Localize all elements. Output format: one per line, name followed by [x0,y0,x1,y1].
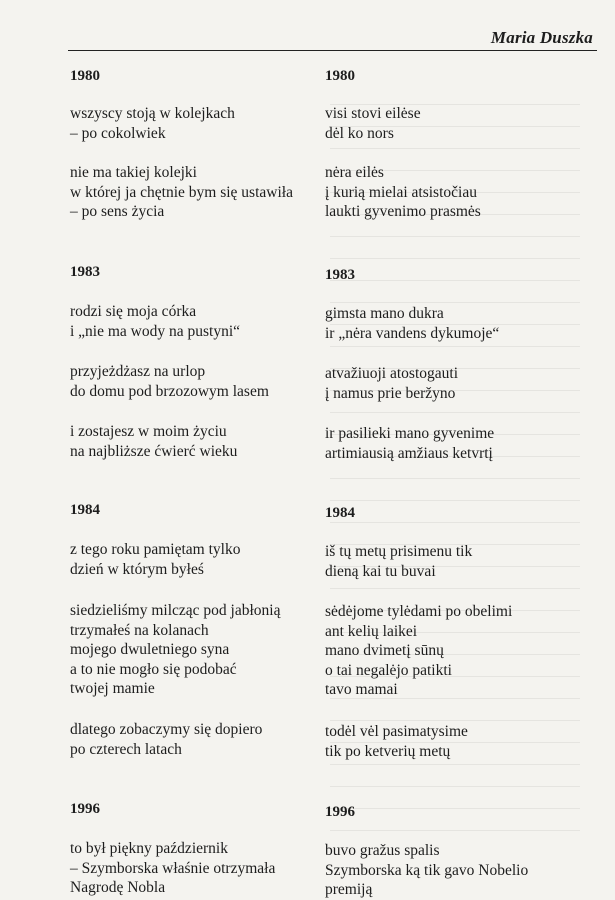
stanza [325,841,528,900]
header-rule [68,50,597,51]
stanza [325,364,458,403]
poem-line: po czterech latach [70,740,182,758]
poem-line: nie ma takiej kolejki [70,164,197,181]
year-heading: 1996 [325,804,355,820]
year-heading: 1983 [325,267,355,283]
poem-line: – po cokolwiek [70,124,166,142]
poem-line: z tego roku pamiętam tylko [70,541,241,558]
year-heading: 1996 [70,801,100,817]
stanza [325,722,468,761]
poem-line: przyjeżdżasz na urlop [70,363,206,380]
poem-line: dieną kai tu buvai [325,562,436,580]
poem-line: artimiausią amžiaus ketvrtį [325,444,493,462]
stanza [325,163,481,222]
year-heading: 1984 [325,505,355,521]
stanza [70,104,235,143]
poem-line: rodzi się moja córka [70,303,197,320]
stanza [325,424,494,463]
poem-line: dlatego zobaczymy się dopiero [70,721,263,738]
poem-line: a to nie mogło się podobać [70,660,237,678]
poem-line: laukti gyvenimo prasmės [325,203,481,221]
year-heading: 1984 [70,502,100,518]
stanza [325,542,472,581]
poem-line: buvo gražus spalis [325,842,440,859]
poem-line: i zostajesz w moim życiu [70,423,227,440]
poem-line: į kurią mielai atsistočiau [325,183,477,201]
poem-line: į namus prie beržyno [325,384,456,402]
stanza [70,720,262,759]
stanza [325,304,499,343]
year-heading: 1983 [70,264,100,280]
poem-line: premiją [325,881,373,899]
poem-line: o tai negalėjo patikti [325,661,452,679]
poem-line: ir „nėra vandens dykumoje“ [325,324,500,342]
poem-line: visi stovi eilėse [325,105,421,122]
poem-line: – Szymborska właśnie otrzymała [70,859,276,877]
stanza [70,362,269,401]
poem-line: gimsta mano dukra [325,305,444,322]
poem-line: twojej mamie [70,680,155,698]
poem-line: Nagrodę Nobla [70,879,166,897]
poem-line: sėdėjome tylėdami po obelimi [325,603,513,620]
year-heading: 1980 [70,68,100,84]
stanza [70,540,240,579]
poem-line: nėra eilės [325,164,384,181]
poem-line: i „nie ma wody na pustyni“ [70,322,241,340]
stanza [325,602,512,700]
poem-line: iš tų metų prisimenu tik [325,543,473,560]
poem-line: na najbliższe ćwierć wieku [70,442,238,460]
poem-line: ant kelių laikei [325,622,418,640]
poem-line: mojego dwuletniego syna [70,641,230,659]
stanza [70,839,275,898]
poem-line: wszyscy stoją w kolejkach [70,105,235,122]
poem-line: w której ja chętnie bym się ustawiła [70,183,293,201]
poem-line: atvažiuoji atostogauti [325,365,459,382]
poem-line: dėl ko nors [325,124,394,142]
poem-line: dzień w którym byłeś [70,560,204,578]
poem-line: tavo mamai [325,681,398,699]
poem-line: do domu pod brzozowym lasem [70,382,269,400]
poem-line: siedzieliśmy milcząc pod jabłonią [70,602,281,619]
poem-line: ir pasilieki mano gyvenime [325,425,495,442]
stanza [70,422,237,461]
poem-line: tik po ketverių metų [325,742,451,760]
running-header-author: Maria Duszka [490,28,593,47]
poem-line: Szymborska ką tik gavo Nobelio [325,861,529,879]
poem-line: trzymałeś na kolanach [70,621,209,639]
poem-line: mano dvimetį sūnų [325,642,444,660]
poem-line: – po sens życia [70,203,165,221]
stanza [70,302,240,341]
year-heading: 1980 [325,68,355,84]
stanza [70,163,293,222]
stanza [325,104,421,143]
poem-line: to był piękny październik [70,840,228,857]
stanza [70,601,280,699]
poem-line: todėl vėl pasimatysime [325,723,468,740]
